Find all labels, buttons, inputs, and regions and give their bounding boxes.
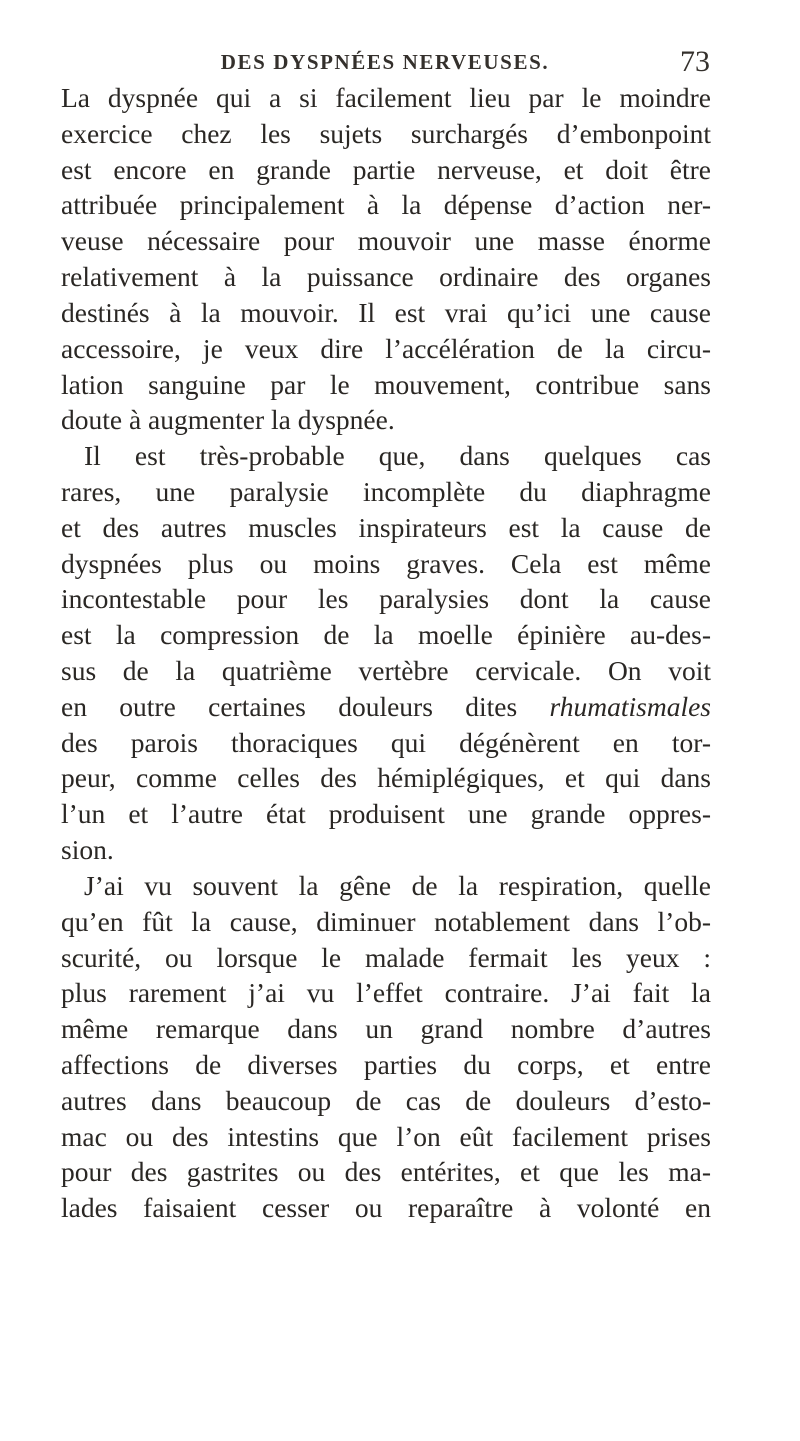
text-line: dyspnées plus ou moins graves. Cela est même xyxy=(61,547,711,579)
text-line: rares, une paralysie incomplète du diaphragme xyxy=(61,475,711,507)
text-line: J’ai vu souvent la gêne de la respiration, quelle xyxy=(84,869,711,901)
text-line: doute à augmenter la dyspnée. xyxy=(61,404,395,436)
text-line: plus rarement j’ai vu l’effet contraire. J’ai fait la xyxy=(61,977,711,1009)
text-line: affections de diverses parties du corps, et entre xyxy=(61,1048,711,1080)
text-line: accessoire, je veux dire l’accélération de la circu- xyxy=(61,332,711,364)
text-line: même remarque dans un grand nombre d’autres xyxy=(61,1013,711,1045)
text-line: relativement à la puissance ordinaire des organes xyxy=(61,261,711,293)
text-line: scurité, ou lorsque le malade fermait les yeux : xyxy=(61,941,711,973)
text-line: attribuée principalement à la dépense d’action ner- xyxy=(61,189,711,221)
text-line: mac ou des intestins que l’on eût facilement prises xyxy=(61,1120,711,1152)
text-line: exercice chez les sujets surchargés d’embonpoint xyxy=(61,117,711,149)
italic-term: rhumatismales xyxy=(549,690,711,722)
text-line: l’un et l’autre état produisent une grande oppres- xyxy=(61,798,711,830)
text-line: Il est très-probable que, dans quelques cas xyxy=(84,440,711,472)
body-text xyxy=(61,80,711,1226)
text-line: veuse nécessaire pour mouvoir une masse énorme xyxy=(61,225,711,257)
text-line: incontestable pour les paralysies dont la cause xyxy=(61,583,711,615)
text-line: des parois thoraciques qui dégénèrent en tor- xyxy=(61,726,711,758)
text-line: est encore en grande partie nerveuse, et doit être xyxy=(61,153,711,185)
text-line: destinés à la mouvoir. Il est vrai qu’ici une cause xyxy=(61,296,711,328)
text-line: est la compression de la moelle épinière au-des- xyxy=(61,619,711,651)
text-line: lades faisaient cesser ou reparaître à volonté en xyxy=(61,1192,711,1224)
text-line: peur, comme celles des hémiplégiques, et qui dans xyxy=(61,762,711,794)
page-number: 73 xyxy=(680,45,710,78)
text-segment: en outre certaines douleurs dites xyxy=(61,690,518,722)
text-line: lation sanguine par le mouvement, contribue sans xyxy=(61,368,711,400)
text-line: La dyspnée qui a si facilement lieu par le moindre xyxy=(61,82,711,113)
text-line: et des autres muscles inspirateurs est la cause de xyxy=(61,511,711,543)
text-line: qu’en fût la cause, diminuer notablement dans l’ob- xyxy=(61,905,711,937)
text-line: sion. xyxy=(61,834,114,866)
running-head xyxy=(60,45,710,85)
text-line: autres dans beaucoup de cas de douleurs d’esto- xyxy=(61,1084,711,1116)
text-line-mixed xyxy=(61,689,711,725)
running-title: DES DYSPNÉES NERVEUSES. xyxy=(220,50,550,74)
text-line: pour des gastrites ou des entérites, et que les ma- xyxy=(61,1156,711,1188)
text-line: sus de la quatrième vertèbre cervicale. On voit xyxy=(61,655,711,686)
